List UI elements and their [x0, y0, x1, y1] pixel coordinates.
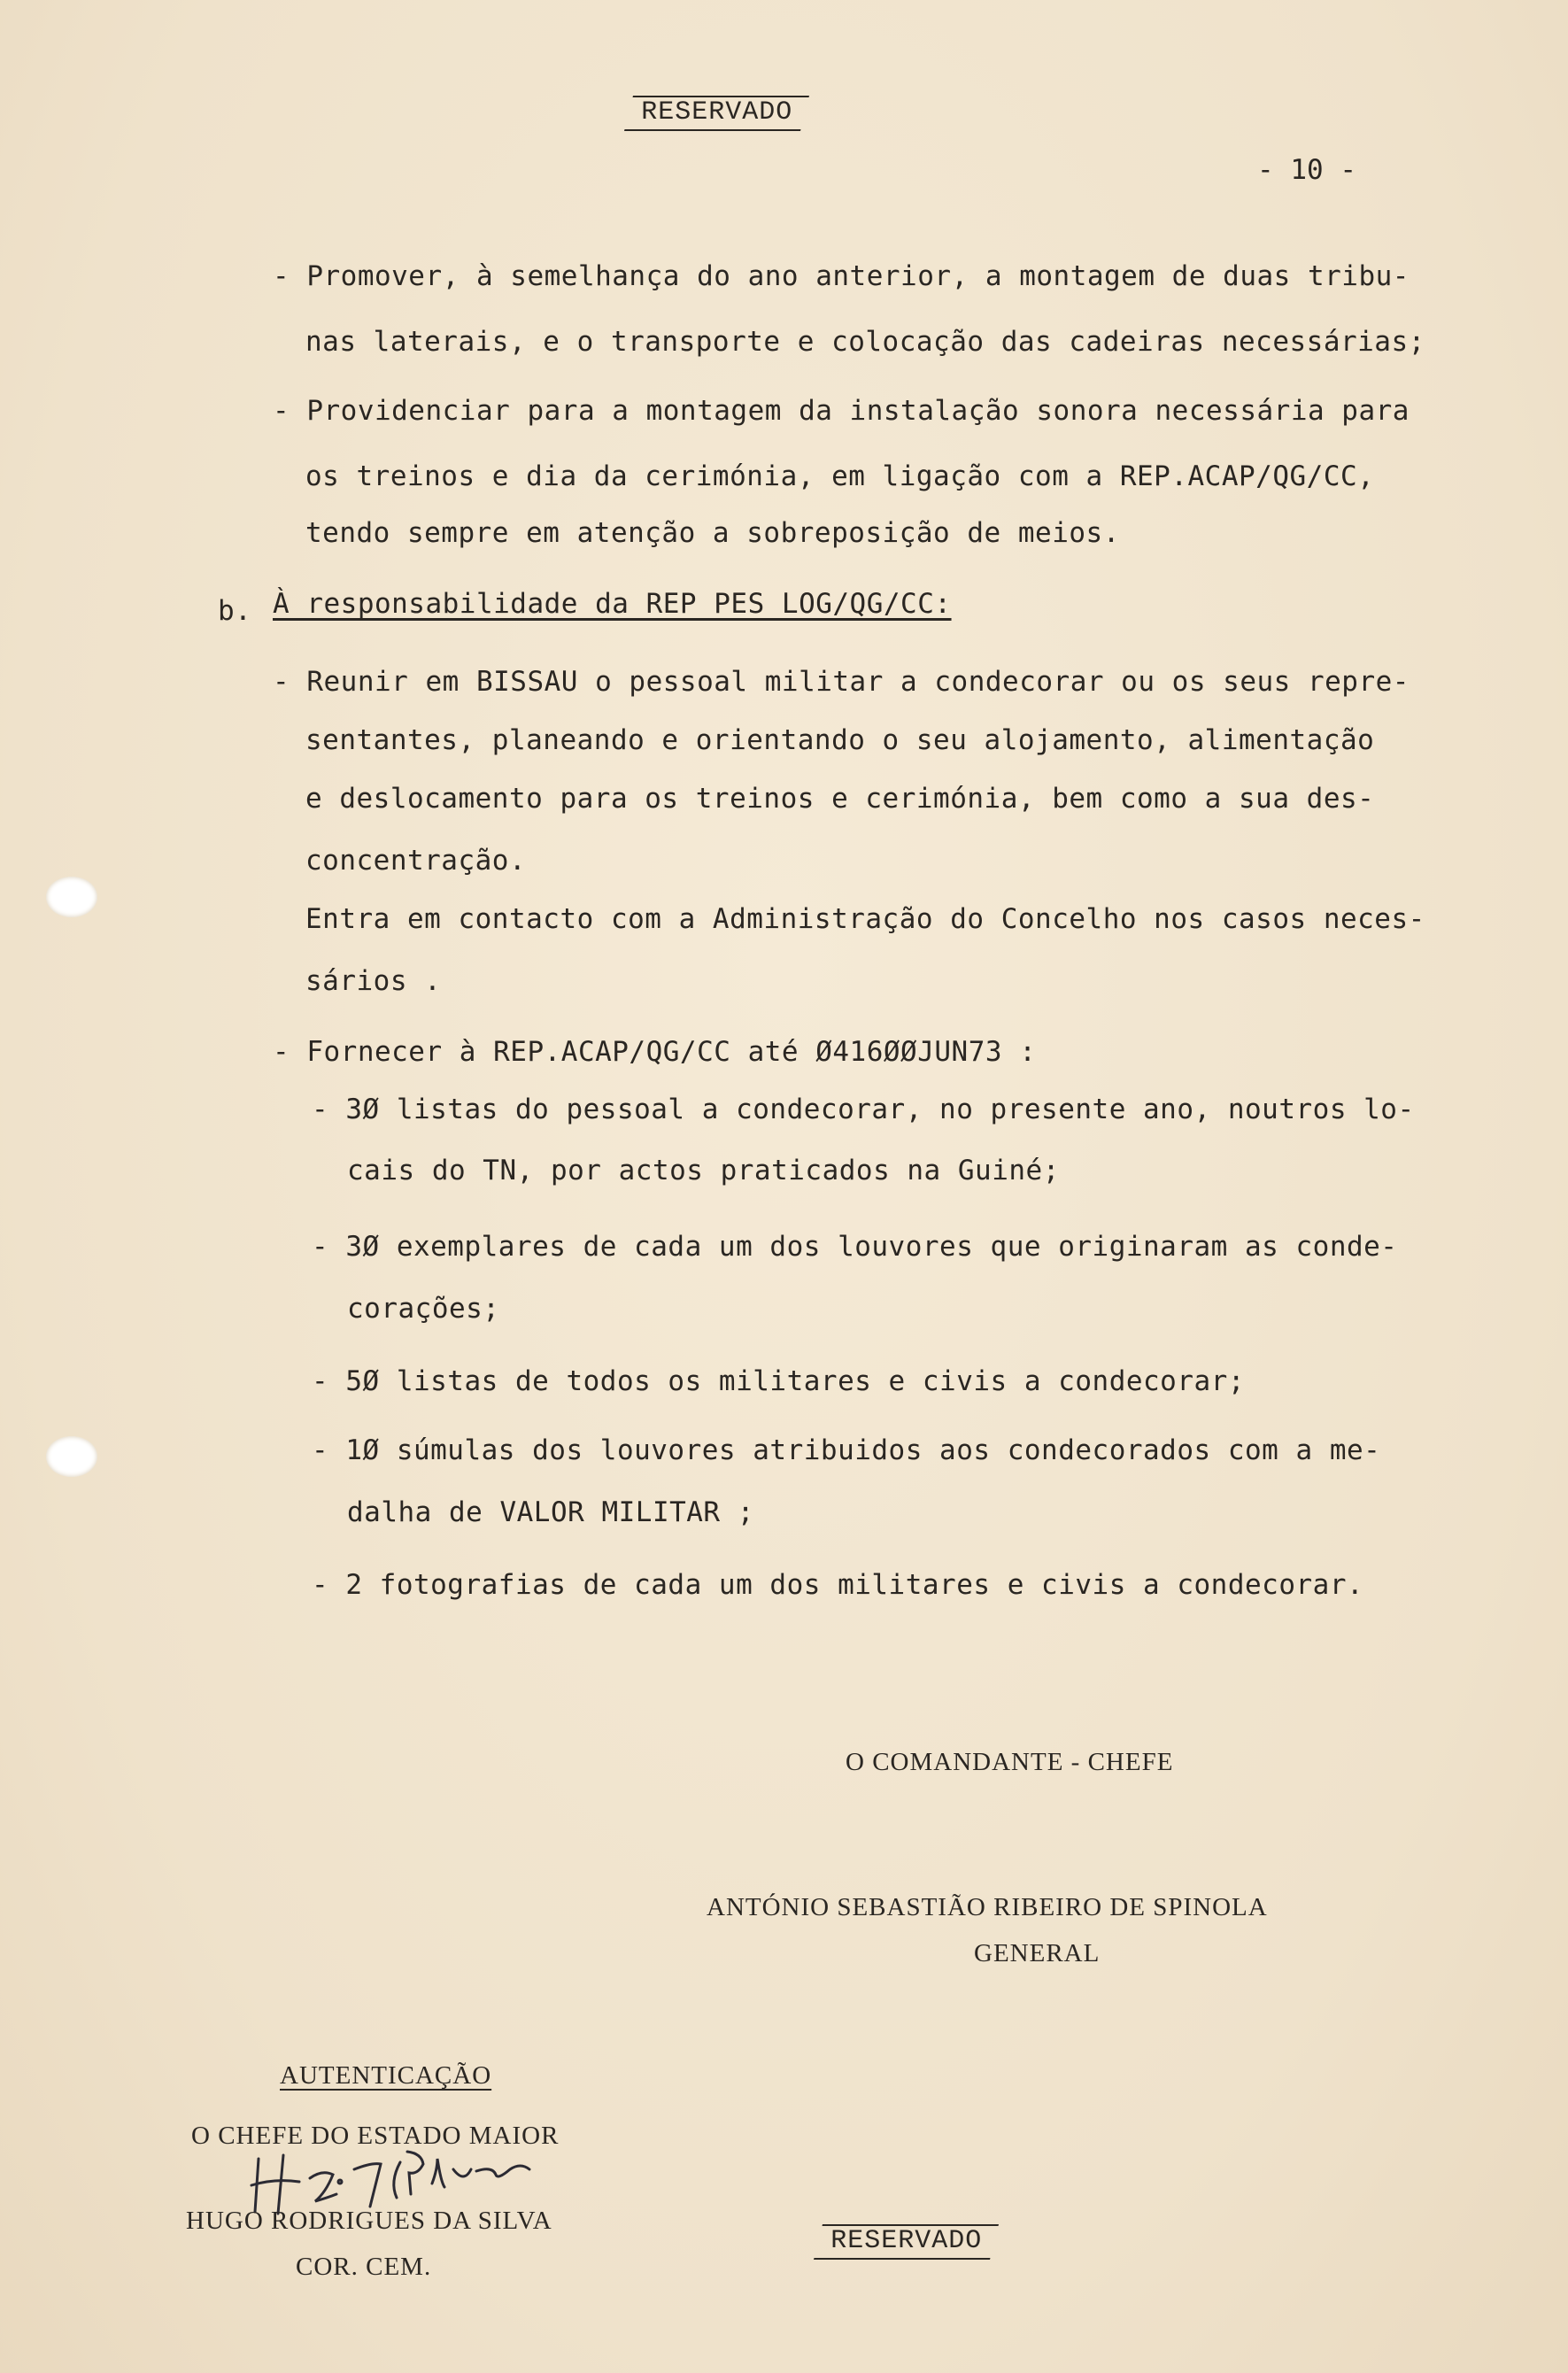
- list-item: - 5Ø listas de todos os militares e civis a condecorar;: [312, 1365, 1245, 1397]
- signatory-name: ANTÓNIO SEBASTIÃO RIBEIRO DE SPINOLA: [707, 1893, 1268, 1921]
- classification-stamp-bottom: [814, 2224, 999, 2260]
- body-line: e deslocamento para os treinos e cerimónia, bem como a sua des-: [305, 783, 1375, 815]
- body-line: sentantes, planeando e orientando o seu alojamento, alimentação: [305, 724, 1375, 756]
- section-marker: b.: [218, 595, 252, 627]
- list-item-continuation: cais do TN, por actos praticados na Guiné;: [347, 1155, 1060, 1186]
- list-item: - 3Ø listas do pessoal a condecorar, no presente ano, noutros lo-: [312, 1094, 1415, 1125]
- authentication-name: HUGO RODRIGUES DA SILVA: [186, 2207, 552, 2235]
- body-line: os treinos e dia da cerimónia, em ligação com a REP.ACAP/QG/CC,: [305, 460, 1375, 492]
- signatory-rank: GENERAL: [974, 1939, 1101, 1967]
- punch-hole-top: [46, 877, 97, 917]
- body-line: - Fornecer à REP.ACAP/QG/CC até Ø416ØØJUN73 :: [273, 1036, 1037, 1068]
- body-line: nas laterais, e o transporte e colocação das cadeiras necessárias;: [305, 326, 1425, 358]
- section-heading: À responsabilidade da REP PES LOG/QG/CC:: [273, 588, 952, 620]
- body-line: Entra em contacto com a Administração do Concelho nos casos neces-: [305, 903, 1425, 935]
- authentication-title: O CHEFE DO ESTADO MAIOR: [191, 2122, 560, 2150]
- list-item: - 1Ø súmulas dos louvores atribuidos aos condecorados com a me-: [312, 1434, 1381, 1466]
- body-line: concentração.: [305, 845, 527, 877]
- authentication-heading: AUTENTICAÇÃO: [280, 2061, 492, 2090]
- classification-label-top: RESERVADO: [641, 97, 793, 128]
- list-item: - 2 fotografias de cada um dos militares e civis a condecorar.: [312, 1569, 1364, 1601]
- list-item: - 3Ø exemplares de cada um dos louvores que originaram as conde-: [312, 1231, 1398, 1263]
- body-line: - Promover, à semelhança do ano anterior, a montagem de duas tribu-: [273, 260, 1410, 292]
- list-item-continuation: dalha de VALOR MILITAR ;: [347, 1496, 754, 1528]
- body-line: - Providenciar para a montagem da instalação sonora necessária para: [273, 395, 1410, 427]
- punch-hole-bottom: [46, 1436, 97, 1477]
- page-number: - 10 -: [1257, 154, 1356, 186]
- classification-stamp-top: [624, 96, 809, 131]
- authentication-rank: COR. CEM.: [296, 2253, 432, 2281]
- signatory-title: O COMANDANTE - CHEFE: [846, 1748, 1174, 1776]
- body-line: tendo sempre em atenção a sobreposição de meios.: [305, 517, 1120, 549]
- classification-label-bottom: RESERVADO: [830, 2226, 983, 2256]
- list-item-continuation: corações;: [347, 1293, 500, 1325]
- body-line: sários .: [305, 965, 442, 997]
- body-line: - Reunir em BISSAU o pessoal militar a condecorar ou os seus repre-: [273, 666, 1410, 698]
